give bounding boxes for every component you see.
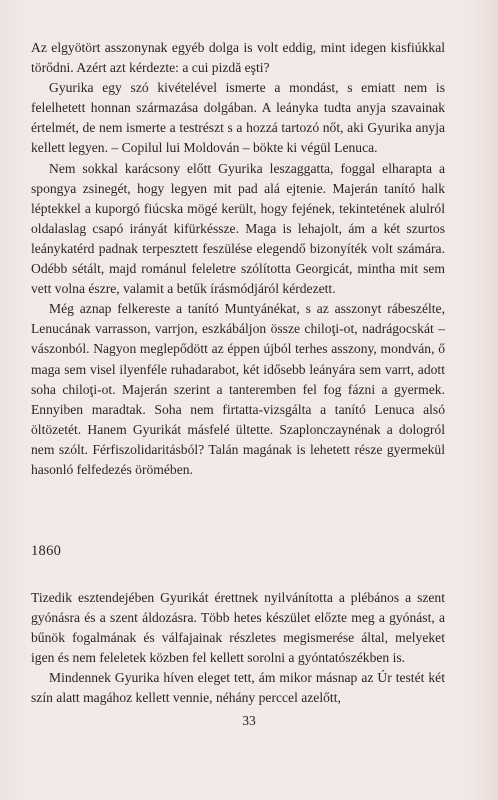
page-number: 33 xyxy=(242,713,256,728)
paragraph: Az elgyötört asszonynak egyéb dolga is volt eddig, mint idegen kisfiúkkal törődni. Azért azt kérdezte: a cui pizdă eşti? xyxy=(31,40,445,76)
paragraph: Nem sokkal karácsony előtt Gyurika leszaggatta, foggal elharapta a spongya zsinegét, hogy legyen mit pad alá ejtenie. Majerán tanító halk léptekkel a kuporgó fiúcska mögé került, hogy fejének, tekintetének alulról oldalaslag csapó irányát kifürkéssze. Maga is lehajolt, ám a két szurtos leánykatérd padnak terpesztett feszülése elegendő bizonyíték volt számára. Odébb sétált, majd románul feleletre szólította Georgicát, mintha mit sem vett volna észre, valamit a betűk írásmódjáról kérdezett. xyxy=(31,160,445,297)
paragraph: Még aznap felkereste a tanító Muntyánékat, s az asszonyt rábeszélte, Lenucának varrasson, varrjon, eszkábáljon össze chiloţi-ot, nadrágocskát – vászonból. Nagyon meglepődött az éppen újból terhes asszony, mondván, ő maga sem visel ilyenféle ruhadarabot, két idősebb leányára sem varrt, adott soha chiloţi-ot. Majerán szerint a tanteremben fel fog fázni a gyermek. Ennyiben maradtak. Soha nem firtatta-vizsgálta a tanító Lenuca alsó öltözetét. Hanem Gyurikát másfelé ültette. Szaplonczaynénak a dologról nem szólt. Férfiszolidaritásból? Talán magának is lehetett része gyermekül hasonló felfedezés örömében. xyxy=(31,301,445,477)
paragraph: Gyurika egy szó kivételével ismerte a mondást, s emiatt nem is felelhetett honnan származása dolgában. A leányka tudta anyja szavainak értelmét, de nem ismerte a testrészt s a hozzá tartozó nőt, aki Gyurika anyja kellett legyen. – Copilul lui Moldován – bökte ki végül Lenuca. xyxy=(31,80,445,156)
body-text-bottom xyxy=(31,588,445,709)
section-heading: 1860 xyxy=(31,543,62,559)
paragraph: Mindennek Gyurika híven eleget tett, ám mikor másnap az Úr testét két szín alatt magához kellett vennie, néhány perccel azelőtt, xyxy=(31,670,445,706)
paragraph: Tizedik esztendejében Gyurikát érettnek nyilvánította a plébános a szent gyónásra és a szent áldozásra. Több hetes készület előzte meg a gyónást, a bűnök fogalmának és válfajainak részletes megismerése által, melyeket igen és nem feleletek közben fel kellett sorolni a gyóntatószékben is. xyxy=(31,590,445,666)
body-text-top xyxy=(31,38,445,480)
